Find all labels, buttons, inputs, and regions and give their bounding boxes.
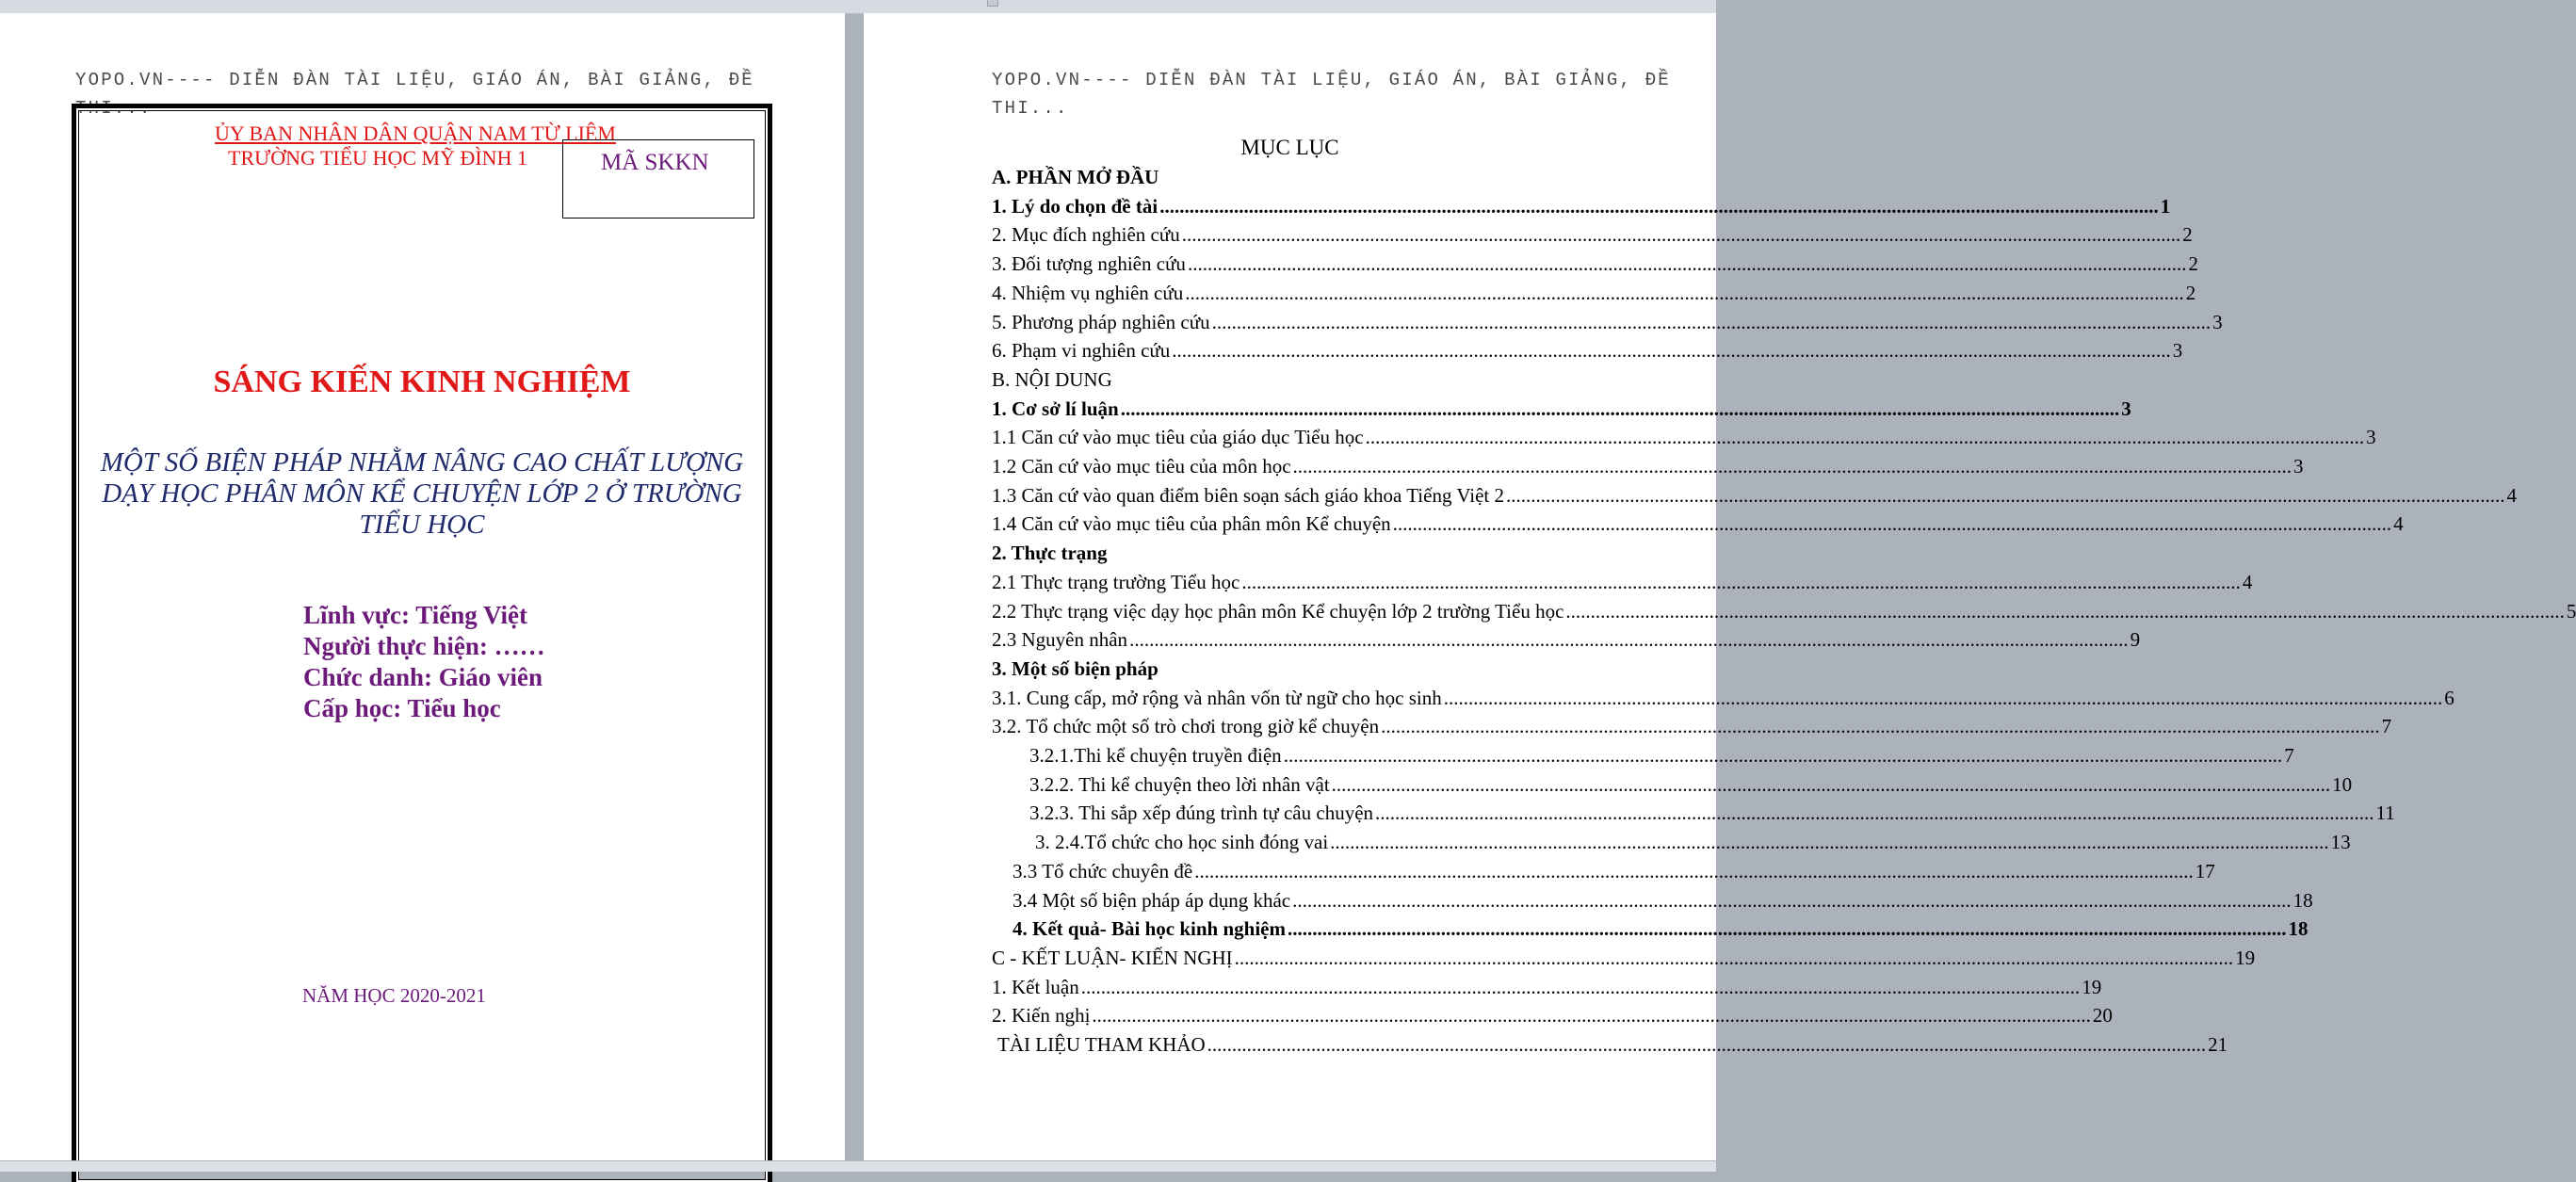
toc-entry-text: 1.1 Căn cứ vào mục tiêu của giáo dục Tiểu học <box>992 426 1364 449</box>
toc-entry-text: 3.2.3. Thi sắp xếp đúng trình tự câu chuyện <box>1029 801 1374 825</box>
toc-leader-dots <box>1292 889 2292 913</box>
toc-entry-text: 1. Lý do chọn đề tài <box>992 194 1158 218</box>
toc-leader-dots <box>1207 1033 2207 1057</box>
toc-entry-text: 2. Kiến nghị <box>992 1004 1091 1028</box>
toc-entry-text: 2. Mục đích nghiên cứu <box>992 223 1180 247</box>
toc-leader-dots <box>1241 571 2241 594</box>
toc-entry[interactable] <box>992 628 2141 656</box>
toc-page-number: 19 <box>2082 975 2102 998</box>
toc-entry-text: 1. Cơ sở lí luận <box>992 397 1119 420</box>
toc-entry-text: 5. Phương pháp nghiên cứu <box>992 310 1210 333</box>
toc-leader-dots <box>1366 426 2365 449</box>
toc-entry-text: 2.1 Thực trạng trường Tiểu học <box>992 570 1240 593</box>
toc-leader-dots <box>1293 455 2292 478</box>
toc-page-number: 3 <box>2212 310 2223 333</box>
toc-entry-text: 1.2 Căn cứ vào mục tiêu của môn học <box>992 455 1291 478</box>
toc-page-number: 4 <box>2393 512 2404 536</box>
toc-entry[interactable] <box>992 339 2183 367</box>
toc-leader-dots <box>1381 715 2380 738</box>
toc-entry[interactable] <box>992 397 2131 426</box>
toc-entry[interactable] <box>992 426 2376 454</box>
toc-page-number: 17 <box>2195 859 2215 882</box>
toc-page-number: 7 <box>2381 715 2392 738</box>
toc-entry[interactable] <box>992 483 2517 512</box>
cover-org-line1: ỦY BAN NHÂN DÂN QUẬN NAM TỪ LIÊM <box>215 121 616 145</box>
cover-page <box>0 13 845 1171</box>
toc-leader-dots <box>1092 1004 2091 1028</box>
toc-page-number: 20 <box>2092 1004 2113 1028</box>
toc-entry-text: 4. Nhiệm vụ nghiên cứu <box>992 281 1184 304</box>
cover-title: SÁNG KIẾN KINH NGHIỆM <box>213 364 631 399</box>
toc-leader-dots <box>1284 744 2283 768</box>
toc-leader-dots <box>1444 687 2443 710</box>
field-domain: Lĩnh vực: Tiếng Việt <box>303 601 527 629</box>
cover-fields <box>303 600 545 724</box>
toc-entry[interactable] <box>992 975 2102 1004</box>
toc-entry[interactable] <box>992 570 2253 599</box>
toc-leader-dots <box>1375 801 2374 825</box>
toc-leader-dots <box>1182 223 2181 247</box>
toc-page-number: 2 <box>2188 252 2198 276</box>
toc-page-number: 21 <box>2208 1033 2228 1056</box>
toc-entry-text: 3.3 Tổ chức chuyên đề <box>1013 859 1193 882</box>
toc-entry[interactable] <box>992 223 2193 251</box>
toc-entry[interactable] <box>1029 801 2395 830</box>
toc-entry[interactable] <box>992 281 2196 310</box>
toc-leader-dots <box>1185 282 2184 305</box>
toc-entry[interactable] <box>992 686 2454 715</box>
toc-leader-dots <box>1121 397 2120 421</box>
toc-page-number: 18 <box>2288 917 2309 941</box>
toc-leader-dots <box>1159 195 2159 219</box>
toc-entry[interactable] <box>1029 744 2294 772</box>
toc-page-number: 4 <box>2242 570 2253 593</box>
page-header-text: YOPO.VN---- DIỄN ĐÀN TÀI LIỆU, GIÁO ÁN, BÀI GIẢNG, ĐỀ THI... <box>992 70 1684 119</box>
toc-entry-text: 2.3 Nguyên nhân <box>992 628 1128 652</box>
toc-leader-dots <box>1194 860 2194 883</box>
toc-leader-dots <box>1288 917 2287 941</box>
toc-entry[interactable] <box>992 194 2171 223</box>
toc-page-number: 6 <box>2444 686 2454 709</box>
toc-leader-dots <box>1565 600 2565 623</box>
toc-entry-text: 3. Đối tượng nghiên cứu <box>992 252 1186 276</box>
toc-leader-dots <box>1330 831 2329 854</box>
toc-page-number: 4 <box>2506 483 2517 507</box>
toc-entry-text: 1.4 Căn cứ vào mục tiêu của phân môn Kể chuyện <box>992 512 1391 536</box>
toc-entry[interactable] <box>992 657 1158 686</box>
toc-page <box>864 13 2576 1171</box>
toc-entry-text: 1.3 Căn cứ vào quan điểm biên soạn sách giáo khoa Tiếng Việt 2 <box>992 483 1504 507</box>
toc-leader-dots <box>1506 484 2505 508</box>
toc-entry-text: 4. Kết quả- Bài học kinh nghiệm <box>1013 917 1286 941</box>
toc-entry-text: A. PHẦN MỞ ĐẦU <box>992 166 1159 188</box>
toc-entry[interactable] <box>992 455 2304 483</box>
toc-entry[interactable] <box>992 1004 2113 1032</box>
toc-entry-text: 1. Kết luận <box>992 975 1079 998</box>
toc-page-number: 5 <box>2566 599 2576 623</box>
toc-page-number: 11 <box>2375 801 2395 825</box>
toc-entry-text: 6. Phạm vi nghiên cứu <box>992 339 1171 363</box>
cover-border-frame <box>72 104 772 1182</box>
toc-page-number: 19 <box>2235 946 2256 969</box>
toc-page-number: 3 <box>2366 426 2376 449</box>
toc-leader-dots <box>1212 311 2211 334</box>
toc-entry[interactable] <box>1013 888 2313 917</box>
toc-page-number: 1 <box>2160 194 2171 218</box>
toc-entry-text: 3. Một số biện pháp <box>992 656 1158 680</box>
toc-page-number: 9 <box>2130 628 2141 652</box>
cover-topic: MỘT SỐ BIỆN PHÁP NHẰM NÂNG CAO CHẤT LƯỢNG DẠY HỌC PHÂN MÔN KỂ CHUYỆN LỚP 2 Ở TRƯỜNG TIỂU HỌC <box>100 447 744 540</box>
field-position: Chức danh: Giáo viên <box>303 663 543 691</box>
toc-leader-dots <box>1188 252 2187 276</box>
toc-page-number: 2 <box>2182 223 2193 247</box>
toc-entry[interactable] <box>1013 859 2215 888</box>
split-handle[interactable] <box>987 0 998 7</box>
toc-leader-dots <box>1081 976 2081 999</box>
field-level: Cấp học: Tiểu học <box>303 694 501 722</box>
toc-leader-dots <box>1332 773 2331 797</box>
ruler-bar <box>0 0 1716 14</box>
toc-leader-dots <box>1393 512 2392 536</box>
code-label: MÃ SKKN <box>601 150 709 175</box>
toc-page-number: 10 <box>2332 772 2353 796</box>
toc-entry-text: 2.2 Thực trạng việc dạy học phân môn Kể chuyện lớp 2 trường Tiểu học <box>992 599 1564 623</box>
toc-page-number: 13 <box>2330 831 2351 854</box>
toc-leader-dots <box>1129 628 2129 652</box>
toc-entry-text: 3.4 Một số biện pháp áp dụng khác <box>1013 888 1291 912</box>
toc-entry-text: 3. 2.4.Tổ chức cho học sinh đóng vai <box>1035 831 1329 854</box>
toc-page-number: 2 <box>2185 281 2196 304</box>
toc-page-number: 3 <box>2121 397 2131 420</box>
school-year: NĂM HỌC 2020-2021 <box>302 984 486 1007</box>
toc-entry[interactable] <box>992 252 2198 281</box>
toc-entry[interactable] <box>997 1033 2228 1061</box>
toc-page-number: 3 <box>2293 455 2304 478</box>
toc-heading: MỤC LỤC <box>1240 136 1339 159</box>
toc-entry-text: 3.2. Tổ chức một số trò chơi trong giờ kể chuyện <box>992 715 1380 738</box>
toc-entry[interactable] <box>992 310 2223 339</box>
toc-entry[interactable] <box>1035 831 2351 859</box>
page-header-text: YOPO.VN---- DIỄN ĐÀN TÀI LIỆU, GIÁO ÁN, BÀI GIẢNG, ĐỀ THI... <box>75 70 768 119</box>
toc-entry[interactable] <box>992 368 1112 397</box>
toc-entry[interactable] <box>1029 772 2353 801</box>
toc-entry-text: C - KẾT LUẬN- KIẾN NGHỊ <box>992 946 1233 969</box>
toc-entry-text: B. NỘI DUNG <box>992 367 1112 391</box>
toc-leader-dots <box>1172 339 2171 363</box>
toc-entry-text: 3.1. Cung cấp, mở rộng và nhân vốn từ ngữ cho học sinh <box>992 686 1442 709</box>
toc-entry[interactable] <box>992 715 2392 743</box>
toc-page-number: 7 <box>2284 744 2294 767</box>
toc-entry-text: 3.2.2. Thi kể chuyện theo lời nhân vật <box>1029 772 1330 796</box>
cover-org-line2: TRƯỜNG TIỂU HỌC MỸ ĐÌNH 1 <box>228 146 527 170</box>
toc-entry[interactable] <box>1013 917 2309 946</box>
toc-entry[interactable] <box>992 542 1107 570</box>
toc-leader-dots <box>1235 947 2234 970</box>
toc-entry[interactable] <box>992 166 1158 194</box>
toc-entry-text: 3.2.1.Thi kể chuyện truyền điện <box>1029 744 1282 767</box>
toc-entry[interactable] <box>992 512 2404 541</box>
field-author: Người thực hiện: …… <box>303 632 545 660</box>
toc-entry-text: TÀI LIỆU THAM KHẢO <box>997 1033 1206 1056</box>
status-bar <box>0 1160 1716 1172</box>
toc-page-number: 18 <box>2292 888 2313 912</box>
toc-entry-text: 2. Thực trạng <box>992 542 1108 565</box>
toc-entry[interactable] <box>992 946 2256 975</box>
toc-page-number: 3 <box>2172 339 2183 363</box>
code-box <box>562 139 754 219</box>
toc-entry[interactable] <box>992 599 2576 628</box>
